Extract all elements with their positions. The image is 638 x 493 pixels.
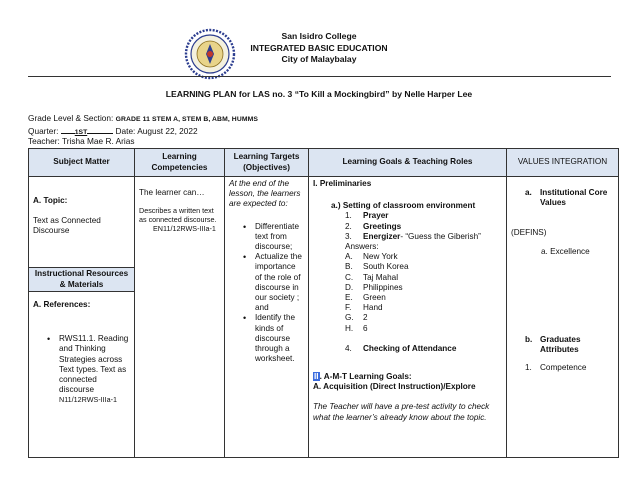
values-item-1	[511, 363, 614, 373]
header-learning-goals: Learning Goals & Teaching Roles	[309, 149, 507, 177]
quarter-blank-end	[87, 125, 113, 134]
values-b-label: b.	[525, 334, 533, 344]
competency-intro: The learner can…	[139, 188, 205, 197]
target-item: • Actualize the importance of the role of discourse in our society ; and	[255, 252, 304, 313]
quarter-value: 1ST	[74, 129, 88, 136]
competency-code: EN11/12RWS-IIIa-1	[153, 224, 216, 234]
excellence-item: a. Excellence	[541, 246, 590, 256]
answer-text: Hand	[363, 303, 383, 313]
values-a-text: Institutional Core Values	[540, 188, 608, 208]
step-checking-attendance	[345, 344, 502, 354]
answer-letter: A.	[345, 252, 353, 262]
pretest-text: The Teacher will have a pre-test activity to check what the learner’s already know about the topic.	[313, 402, 490, 422]
reference-code: N11/12RWS-IIIa-1	[59, 395, 118, 405]
answer-item	[345, 313, 502, 323]
values-item-a	[511, 188, 614, 208]
preliminaries-heading: I. Preliminaries	[313, 179, 372, 188]
step-text: Checking of Attendance	[363, 343, 457, 353]
answer-item	[345, 283, 502, 293]
date-label: Date: August 22, 2022	[115, 126, 198, 136]
topic-value: Text as Connected Discourse	[33, 216, 101, 236]
answer-text: Taj Mahal	[363, 272, 399, 282]
competencies-cell	[135, 177, 225, 458]
answer-letter: H.	[345, 323, 354, 333]
competency-description: Describes a written text as connected discourse.	[139, 206, 217, 225]
grade-label: Grade Level & Section:	[28, 113, 114, 123]
answer-item	[345, 303, 502, 313]
step-energizer	[345, 232, 502, 242]
step-number: 2.	[345, 221, 352, 231]
answer-letter: E.	[345, 293, 353, 303]
answer-letter: C.	[345, 272, 354, 282]
step-number: 4.	[345, 343, 352, 353]
answer-item	[345, 324, 502, 334]
school-name: San Isidro College	[281, 31, 357, 41]
subject-matter-cell	[29, 177, 135, 458]
reference-text: • RWS11.1. Reading and Thinking Strategies across Text types. Text as connected discourse	[59, 334, 129, 395]
values-b-text: Graduates Attributes	[540, 334, 581, 355]
answer-text: Green	[363, 293, 386, 303]
quarter-label: Quarter:	[28, 126, 59, 136]
grade-line	[28, 113, 258, 126]
learning-plan-table	[28, 148, 619, 458]
grade-value: GRADE 11 STEM A, STEM B, ABM, HUMMS	[115, 116, 258, 123]
teacher-line: Teacher: Trisha Mae R. Arias	[28, 136, 135, 146]
answer-letter: B.	[345, 262, 353, 272]
answer-item	[345, 262, 502, 272]
step-text: Prayer	[363, 211, 389, 221]
city-name: City of Malaybalay	[281, 54, 357, 64]
defins-label: (DEFINS)	[511, 228, 547, 238]
answer-text: New York	[363, 252, 398, 262]
step-number: 3.	[345, 231, 352, 241]
document-title: LEARNING PLAN for LAS no. 3 “To Kill a Mockingbird” by Nelle Harper Lee	[165, 89, 473, 99]
answer-text: Philippines	[363, 282, 403, 292]
target-item: • Identify the kinds of discourse through a worksheet.	[255, 313, 304, 364]
answer-item	[345, 293, 502, 303]
header-values-integration: VALUES INTEGRATION	[507, 149, 619, 177]
department-name: INTEGRATED BASIC EDUCATION	[250, 42, 388, 53]
values-cell	[507, 177, 619, 458]
header-subject-matter: Subject Matter	[29, 149, 135, 177]
values-a-label: a.	[525, 188, 532, 197]
topic-label: A. Topic:	[33, 196, 68, 205]
references-label: A. References:	[33, 300, 91, 309]
header-divider	[28, 76, 611, 77]
step-number: 1.	[345, 211, 352, 221]
values-1-label: 1.	[525, 363, 532, 373]
reference-item	[59, 334, 130, 404]
answer-letter: G.	[345, 313, 354, 323]
step-text: Greetings	[363, 221, 402, 231]
acquisition-heading: A. Acquisition (Direct Instruction)/Explore	[313, 382, 476, 392]
instructional-resources-band: Instructional Resources & Materials	[29, 267, 134, 292]
amt-heading	[313, 372, 502, 382]
step-rest: - “Guess the Giberish”	[400, 231, 481, 241]
setting-heading: a.) Setting of classroom environment	[331, 201, 476, 211]
answer-text: 6	[363, 323, 368, 333]
values-item-b	[511, 335, 614, 355]
amt-number: II	[314, 372, 319, 382]
target-item: • Differentiate text from discourse;	[255, 222, 304, 253]
answers-label: Answers:	[345, 242, 379, 252]
step-text: Energizer	[363, 231, 401, 241]
amt-heading-text: . A-M-T Learning Goals:	[319, 372, 412, 382]
answer-item	[345, 273, 502, 283]
header-learning-competencies: Learning Competencies	[135, 149, 225, 177]
header-learning-targets: Learning Targets (Objectives)	[225, 149, 309, 177]
answer-text: 2	[363, 313, 368, 323]
targets-intro: At the end of the lesson, the learners are expected to:	[229, 179, 301, 209]
targets-cell	[225, 177, 309, 458]
answer-letter: F.	[345, 303, 352, 313]
answer-text: South Korea	[363, 262, 409, 272]
values-1-text: Competence	[540, 363, 587, 373]
goals-cell	[309, 177, 507, 458]
step-greetings	[345, 222, 502, 232]
quarter-blank	[61, 125, 75, 134]
step-prayer	[345, 211, 502, 221]
answer-item	[345, 252, 502, 262]
answer-letter: D.	[345, 282, 354, 292]
